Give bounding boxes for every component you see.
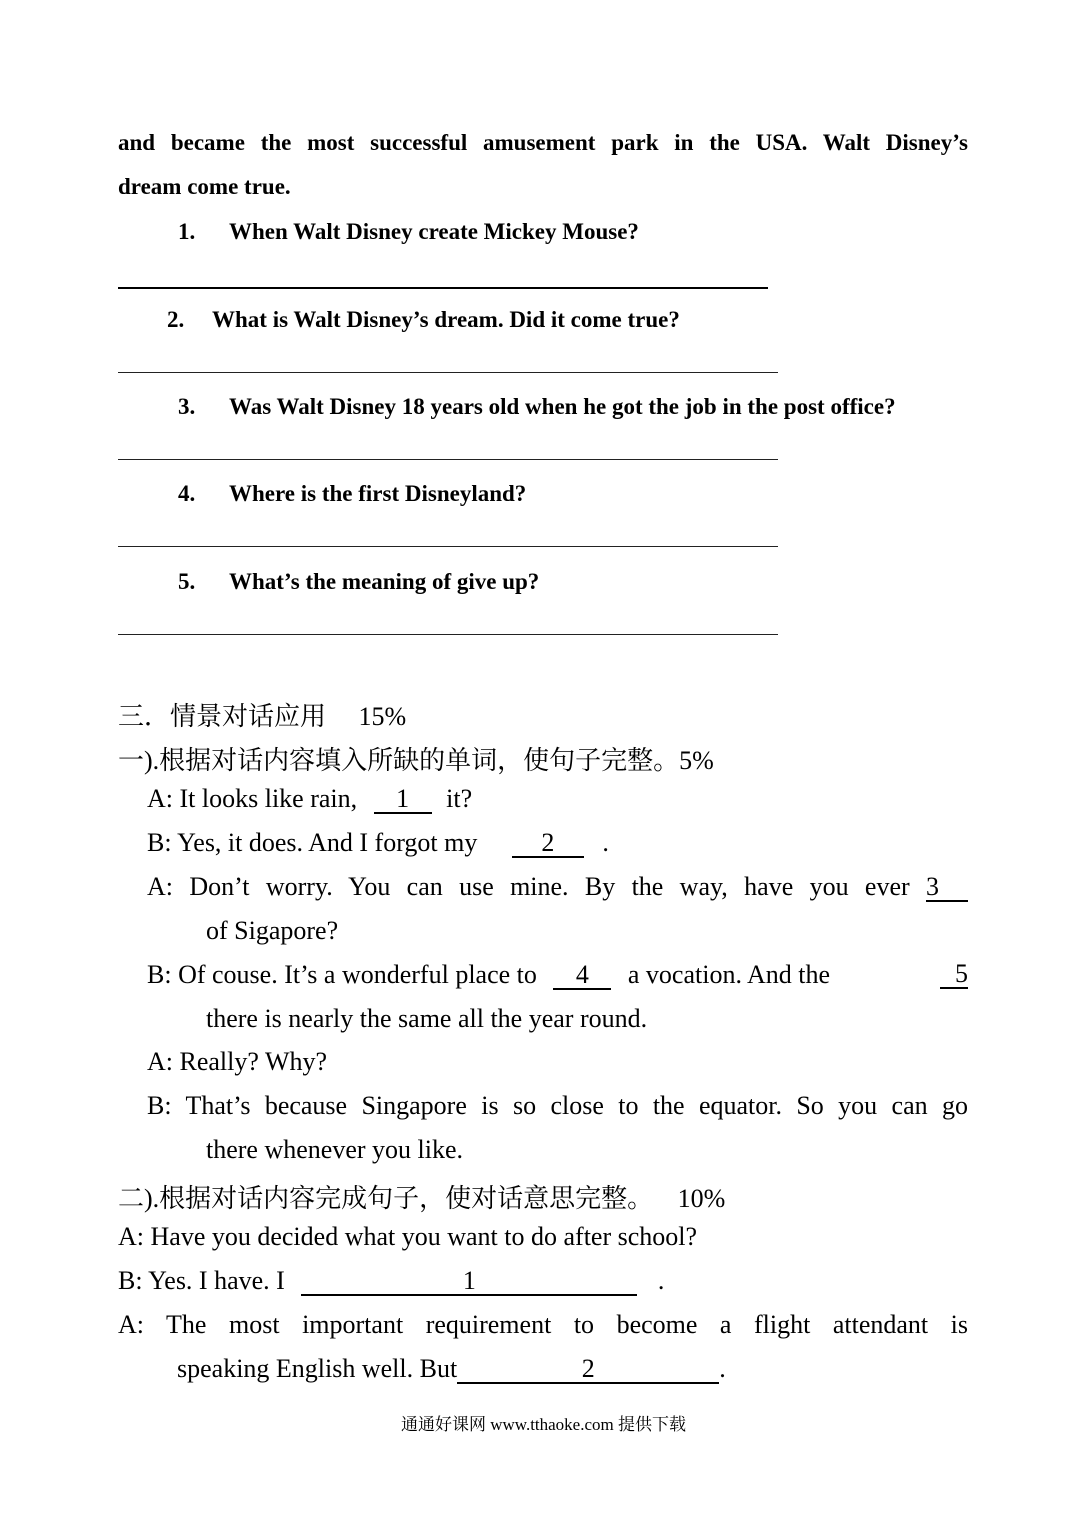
question-number: 2. bbox=[167, 307, 185, 332]
dialogue-line: there whenever you like. bbox=[206, 1135, 464, 1164]
part-heading: 一).根据对话内容填入所缺的单词，使句子完整。5% bbox=[118, 746, 714, 775]
fill-blank[interactable]: 2 bbox=[457, 1355, 719, 1384]
answer-line[interactable] bbox=[118, 634, 778, 635]
passage-line: and became the most successful amusement park in the USA. Walt Disney’s bbox=[118, 130, 968, 155]
fill-blank[interactable]: 5 bbox=[940, 960, 968, 989]
dialogue-text: a vocation. And the bbox=[627, 960, 831, 989]
dialogue-line bbox=[147, 784, 472, 814]
section-title bbox=[118, 696, 406, 733]
dialogue-line: A: Have you decided what you want to do after school? bbox=[118, 1222, 698, 1251]
passage-line: dream come true. bbox=[118, 174, 291, 199]
question-text: What’s the meaning of give up? bbox=[229, 569, 540, 594]
dialogue-line bbox=[147, 872, 968, 902]
fill-blank[interactable]: 3 bbox=[926, 873, 968, 902]
part-heading-text: 二).根据对话内容完成句子，使对话意思完整。 bbox=[118, 1184, 654, 1213]
dialogue-line: A: Really? Why? bbox=[147, 1047, 328, 1076]
fill-blank[interactable]: 1 bbox=[301, 1267, 637, 1296]
dialogue-text: A: It looks like rain, bbox=[147, 784, 358, 813]
dialogue-text: it? bbox=[446, 784, 473, 813]
dialogue-line: there is nearly the same all the year round. bbox=[206, 1004, 648, 1033]
dialogue-line: A: The most important requirement to become a flight attendant is bbox=[118, 1310, 968, 1339]
question-number: 5. bbox=[178, 569, 196, 594]
dialogue-text: B: Yes, it does. And I forgot my bbox=[147, 828, 478, 857]
question-number: 3. bbox=[178, 394, 196, 419]
answer-line[interactable] bbox=[118, 372, 778, 373]
dialogue-line bbox=[177, 1354, 726, 1384]
question-text: When Walt Disney create Mickey Mouse? bbox=[229, 219, 639, 244]
section-title-text: 三．情景对话应用 bbox=[118, 702, 327, 731]
fill-blank[interactable]: 1 bbox=[374, 785, 432, 814]
dialogue-text: A: Don’t worry. You can use mine. By the way, have you ever bbox=[147, 872, 910, 901]
question-text: Where is the first Disneyland? bbox=[229, 481, 527, 506]
part-heading bbox=[118, 1178, 725, 1215]
dialogue-line: B: That’s because Singapore is so close to the equator. So you can go bbox=[147, 1091, 968, 1120]
part-score: 10% bbox=[677, 1184, 726, 1213]
dialogue-text: . bbox=[602, 828, 609, 857]
question-text: What is Walt Disney’s dream. Did it come true? bbox=[212, 307, 680, 332]
dialogue-text: . bbox=[719, 1354, 726, 1383]
answer-line[interactable] bbox=[118, 287, 768, 289]
fill-blank[interactable]: 2 bbox=[512, 829, 584, 858]
section-score: 15% bbox=[358, 702, 407, 731]
dialogue-line: of Sigapore? bbox=[206, 916, 339, 945]
footer-text: 通通好课网 www.tthaoke.com 提供下载 bbox=[400, 1415, 687, 1434]
dialogue-text: speaking English well. But bbox=[177, 1354, 458, 1383]
dialogue-text: B: Of couse. It’s a wonderful place to bbox=[147, 960, 537, 989]
dialogue-text: . bbox=[657, 1266, 665, 1295]
dialogue-text: B: Yes. I have. I bbox=[118, 1266, 285, 1295]
answer-line[interactable] bbox=[118, 546, 778, 547]
dialogue-line bbox=[147, 960, 968, 990]
dialogue-line bbox=[118, 1266, 664, 1296]
question-number: 1. bbox=[178, 219, 196, 244]
question-number: 4. bbox=[178, 481, 196, 506]
question-text: Was Walt Disney 18 years old when he got the job in the post office? bbox=[229, 394, 896, 419]
fill-blank[interactable]: 4 bbox=[553, 961, 611, 990]
answer-line[interactable] bbox=[118, 459, 778, 460]
dialogue-line bbox=[147, 828, 609, 858]
